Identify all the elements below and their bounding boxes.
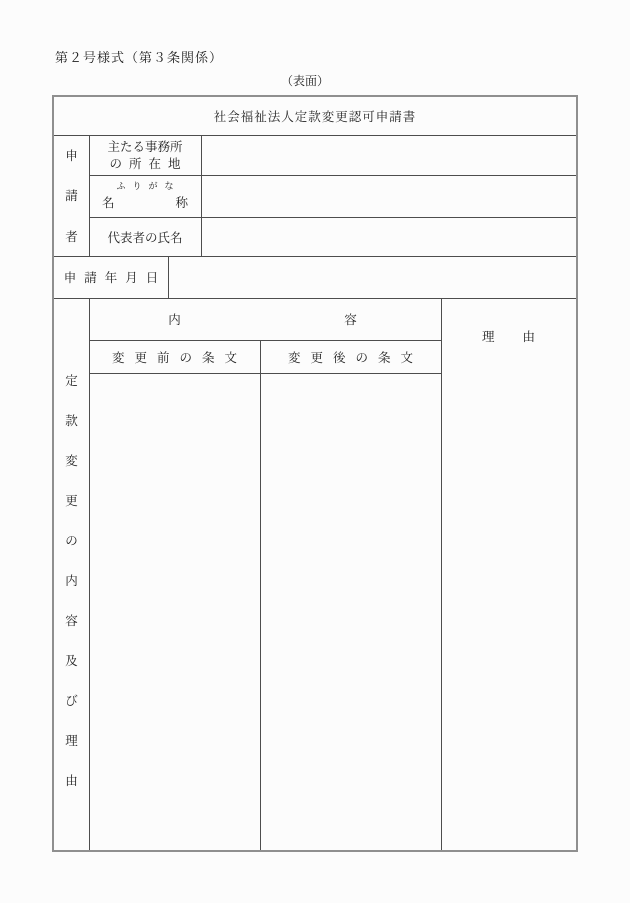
corporation-name-value-cell [201,175,576,217]
representative-name-label: 代表者の氏名 [107,229,183,245]
representative-name-value-cell [201,217,576,256]
form-number-note: 第２号様式（第３条関係） [55,51,224,66]
before-change-value-cell [89,373,260,850]
application-date-label: 申請年月日 [63,270,167,285]
after-change-column-header: 変更後の条文 [287,349,423,365]
office-address-label-line1: 主たる事務所 [107,139,183,154]
office-address-value-cell [201,135,576,175]
application-form-table [52,95,578,852]
applicant-group-label: 申 請 者 [65,148,78,244]
name-label-second-char: 称 [175,195,188,210]
after-change-value-cell [260,373,441,850]
reason-column-header [441,298,576,373]
name-label-main [102,194,188,211]
office-address-label-line2: の所在地 [109,156,188,171]
content-header-second-char: 容 [344,312,357,327]
name-label-first-char: 名 [102,195,115,210]
reason-value-cell [441,373,576,850]
changes-group-label: 定 款 変 更 の 内 容 及 び 理 由 [65,373,78,788]
reason-header-second-char: 由 [522,328,536,344]
form-title: 社会福祉法人定款変更認可申請書 [213,109,417,124]
before-change-column-header: 変更前の条文 [111,349,247,365]
reason-header-first-char: 理 [481,328,495,344]
application-date-value-cell [168,256,576,298]
corporation-name-label [89,175,201,217]
office-address-label [89,135,201,175]
furigana-label: ふりがな [116,182,181,192]
content-header-first-char: 内 [168,312,181,327]
surface-side-note: （表面） [281,74,330,88]
